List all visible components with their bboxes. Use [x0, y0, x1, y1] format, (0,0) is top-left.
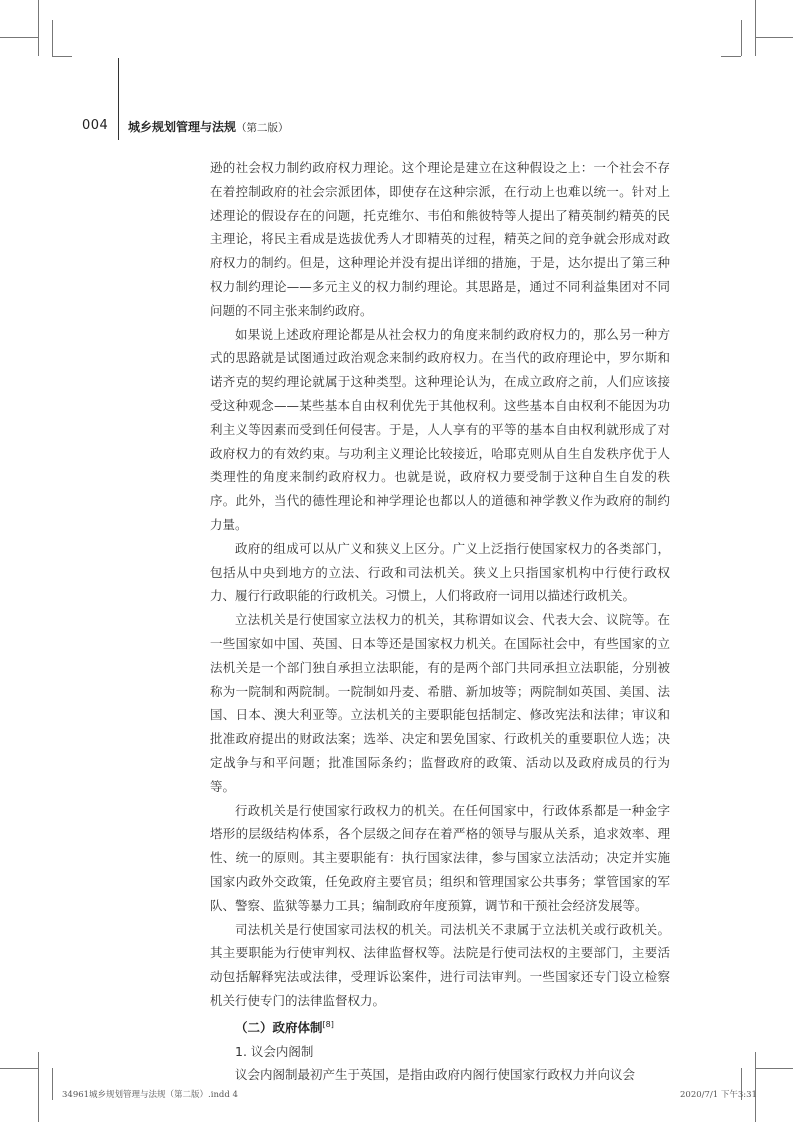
crop-mark	[52, 56, 72, 57]
crop-mark	[0, 1068, 38, 1069]
paragraph: 议会内阁制最初产生于英国，是指由政府内阁行使国家行政权力并向议会	[235, 1067, 636, 1083]
section-heading-text: （二）政府体制	[235, 1019, 323, 1035]
slug-timestamp: 2020/7/1 下午3:31	[680, 1090, 757, 1100]
body-text	[210, 156, 670, 1087]
running-header-title	[128, 118, 289, 135]
subheading: 1. 议会内阁制	[235, 1043, 314, 1059]
crop-mark	[755, 1068, 793, 1069]
header-rule	[118, 58, 119, 140]
paragraph: 立法机关是行使国家立法权力的机关，其称谓如议会、代表大会、议院等。在一些国家如中国、英国、日本等还是国家权力机关。在国际社会中，有些国家的立法机关是一个部门独自承担立法职能，有的是两个部门共同承担立法职能，分别被称为一院制和两院制。一院制如丹麦、希腊、新加坡等；两院制如英国、美国、法国、日本、澳大利亚等。立法机关的主要职能包括制定、修改宪法和法律；审议和批准政府提出的财政法案；选举、决定和罢免国家、行政机关的重要职位人选；决定战争与和平问题；批准国际条约；监督政府的政策、活动以及政府成员的行为等。	[210, 612, 670, 794]
paragraph: 逊的社会权力制约政府权力理论。这个理论是建立在这种假设之上：一个社会不存在着控制政府的社会宗派团体，即使存在这种宗派，在行动上也难以统一。针对上述理论的假设存在的问题，托克维尔、韦伯和熊彼特等人提出了精英制约精英的民主理论，将民主看成是选拔优秀人才即精英的过程，精英之间的竞争就会形成对政府权力的制约。但是，这种理论并没有提出详细的措施，于是，达尔提出了第三种权力制约理论——多元主义的权力制约理论。其思路是，通过不同利益集团对不同问题的不同主张来制约政府。	[210, 160, 670, 318]
crop-mark	[0, 37, 38, 38]
paragraph: 行政机关是行使国家行政权力的机关。在任何国家中，行政体系都是一种金字塔形的层级结构体系，各个层级之间存在着严格的领导与服从关系，追求效率、理性、统一的原则。其主要职能有：执行国家法律，参与国家立法活动；决定并实施国家内政外交政策，任免政府主要官员；组织和管理国家公共事务；掌管国家的军队、警察、监狱等暴力工具；编制政府年度预算，调节和干预社会经济发展等。	[210, 802, 670, 913]
book-edition: （第二版）	[236, 122, 289, 134]
paragraph: 司法机关是行使国家司法权的机关。司法机关不隶属于立法机关或行政机关。其主要职能为行使审判权、法律监督权等。法院是行使司法权的主要部门，主要活动包括解释宪法或法律，受理诉讼案件，进行司法审判。一些国家还专门设立检察机关行使专门的法律监督权力。	[210, 921, 670, 1008]
slug-filename: 34961城乡规划管理与法规（第二版）.indd 4	[62, 1090, 238, 1100]
page-number: 004	[82, 118, 109, 133]
crop-mark	[38, 1052, 39, 1122]
section-heading	[210, 1013, 670, 1040]
book-title: 城乡规划管理与法规	[128, 120, 237, 134]
crop-mark	[38, 0, 39, 56]
crop-mark	[741, 20, 742, 56]
paragraph: 政府的组成可以从广义和狭义上区分。广义上泛指行使国家权力的各类部门，包括从中央到地方的立法、行政和司法机关。狭义上只指国家机构中行使行政权力、履行行政职能的行政机关。习惯上，人们将政府一词用以描述行政机关。	[210, 540, 670, 604]
crop-mark	[52, 20, 53, 56]
crop-mark	[52, 1068, 53, 1100]
crop-mark	[755, 37, 793, 38]
footnote-ref: [8]	[322, 1019, 334, 1029]
paragraph: 如果说上述政府理论都是从社会权力的角度来制约政府权力的，那么另一种方式的思路就是试图通过政治观念来制约政府权力。在当代的政府理论中，罗尔斯和诺齐克的契约理论就属于这种类型。这种理论认为，在成立政府之前，人们应该接受这种观念——某些基本自由权利优先于其他权利。这些基本自由权利不能因为功利主义等因素而受到任何侵害。于是，人人享有的平等的基本自由权利就形成了对政府权力的有效约束。与功利主义理论比较接近，哈耶克则从自生自发秩序优于人类理性的角度来制约政府权力。也就是说，政府权力要受制于这种自生自发的秩序。此外，当代的德性理论和神学理论也都以人的道德和神学教义作为政府的制约力量。	[210, 326, 670, 532]
crop-mark	[755, 1052, 756, 1122]
crop-mark	[721, 56, 741, 57]
crop-mark	[755, 0, 756, 56]
